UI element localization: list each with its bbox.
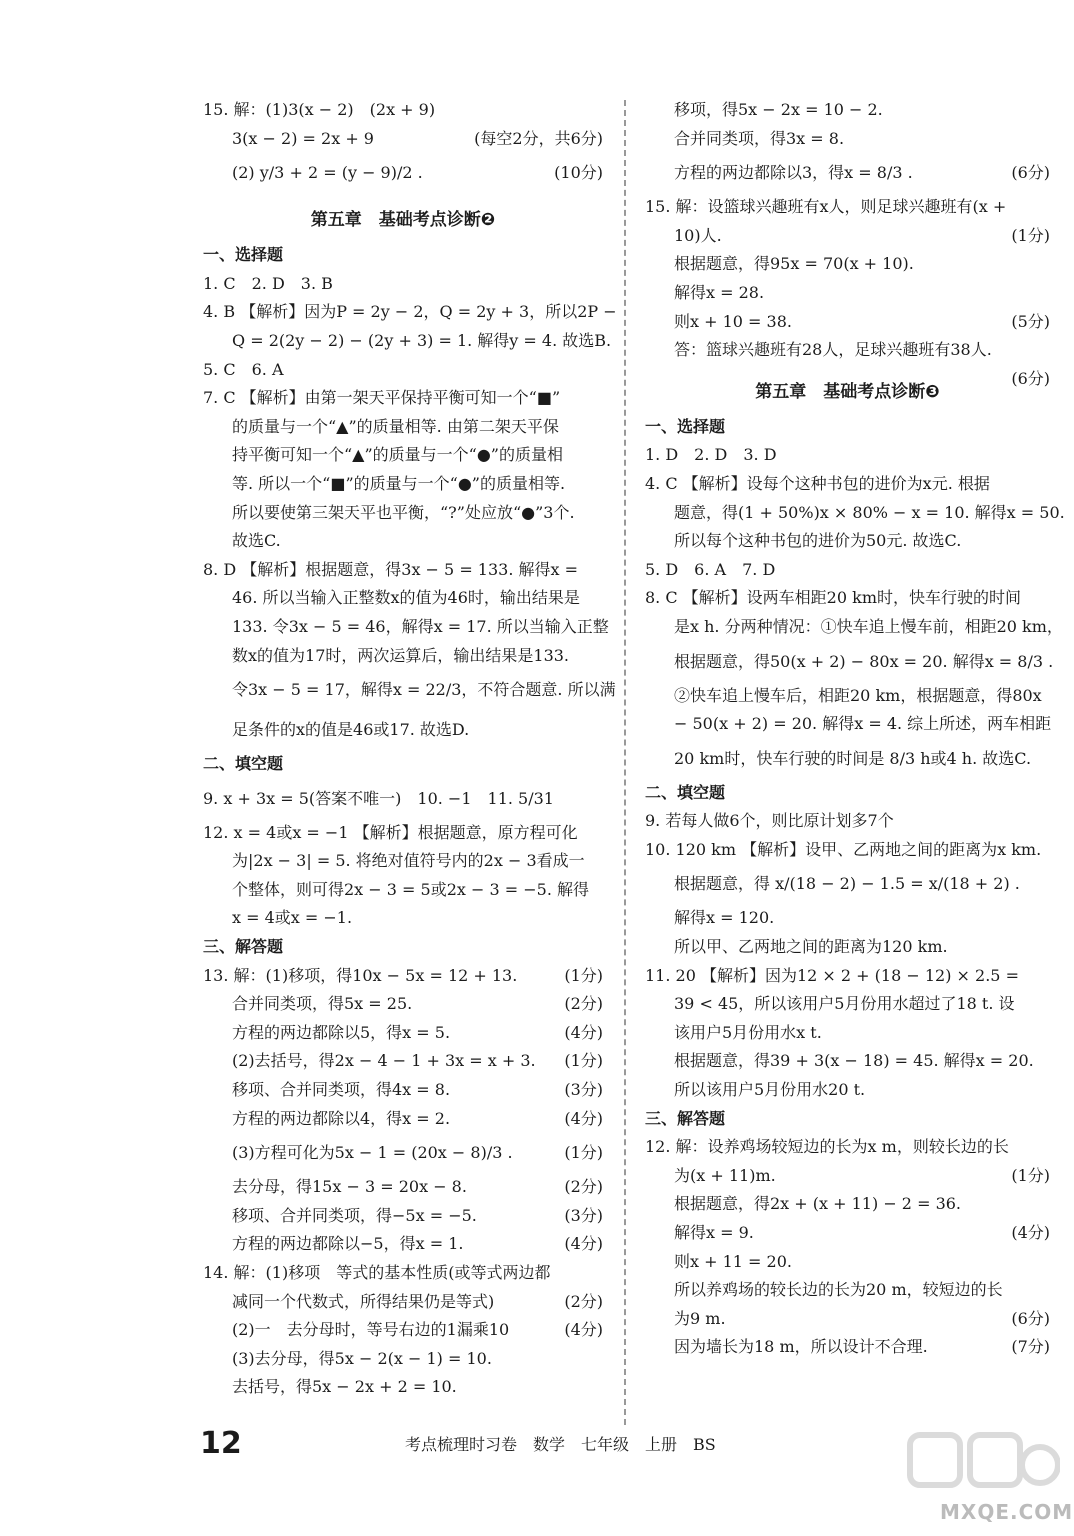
line-text: 5. D 6. A 7. D bbox=[645, 559, 776, 579]
answer-line bbox=[645, 1162, 1050, 1191]
line-text: 根据题意，得2x + (x + 11) − 2 = 36. bbox=[674, 1194, 962, 1214]
score-label: (10分) bbox=[554, 163, 603, 183]
score-label: (6分) bbox=[1011, 1308, 1050, 1328]
answer-line bbox=[645, 1333, 1050, 1362]
answer-line bbox=[645, 1305, 1050, 1334]
answer-line bbox=[645, 336, 1050, 365]
line-text: 第五章 基础考点诊断❷ bbox=[310, 210, 496, 231]
line-text: 10)人. bbox=[674, 225, 722, 245]
answer-line bbox=[203, 1047, 603, 1076]
answer-line bbox=[203, 153, 603, 193]
line-text: 根据题意，得39 + 3(x − 18) = 45. 解得x = 20. bbox=[674, 1051, 1034, 1071]
line-text: 8. D 【解析】根据题意，得3x − 5 = 133. 解得x = bbox=[203, 559, 579, 579]
answer-line bbox=[203, 1259, 603, 1288]
left-column bbox=[203, 96, 617, 1402]
answer-line bbox=[203, 413, 603, 442]
answer-line bbox=[645, 1133, 1050, 1162]
answer-line bbox=[645, 710, 1050, 739]
line-text: 15. 解：(1)3(x − 2) (2x + 9) bbox=[203, 100, 436, 119]
line-text: 20 km时，快车行驶的时间是 8/3 h或4 h. 故选C. bbox=[674, 748, 1032, 768]
line-text: 为|2x − 3| = 5. 将绝对值符号内的2x − 3看成一 bbox=[232, 851, 585, 871]
line-text: 个整体，则可得2x − 3 = 5或2x − 3 = −5. 解得 bbox=[232, 879, 590, 899]
answer-line bbox=[203, 710, 603, 750]
answer-line bbox=[645, 125, 1050, 154]
line-text: 所以要使第三架天平也平衡，“?”处应放“●”3个. bbox=[232, 502, 575, 522]
answer-line bbox=[203, 1373, 603, 1402]
section-heading bbox=[645, 1105, 1050, 1134]
answer-line bbox=[645, 96, 1050, 125]
line-text: 12. x = 4或x = −1 【解析】根据题意，原方程可化 bbox=[203, 822, 578, 842]
line-text: (3)方程可化为5x − 1 = (20x − 8)/3 . bbox=[232, 1143, 513, 1163]
line-text: 方程的两边都除以3，得x = 8/3 . bbox=[674, 163, 913, 183]
answer-line bbox=[645, 1076, 1050, 1105]
answer-line bbox=[645, 556, 1050, 585]
answer-line bbox=[203, 990, 603, 1019]
answer-line bbox=[645, 642, 1054, 682]
watermark-text: MXQE.COM bbox=[940, 1500, 1074, 1524]
line-text: (2) y/3 + 2 = (y − 9)/2 . bbox=[232, 163, 423, 183]
answer-line bbox=[645, 1019, 1050, 1048]
line-text: 根据题意，得95x = 70(x + 10). bbox=[674, 254, 914, 274]
answer-line bbox=[645, 1219, 1050, 1248]
answer-line bbox=[203, 642, 603, 671]
section-heading bbox=[203, 933, 603, 962]
score-label: (6分) bbox=[1011, 163, 1050, 183]
answer-line bbox=[203, 819, 603, 848]
line-text: ②快车追上慢车后，相距20 km，根据题意，得80x bbox=[674, 685, 1042, 705]
line-text: 第五章 基础考点诊断❸ bbox=[755, 381, 940, 402]
score-label: (4分) bbox=[564, 1022, 603, 1042]
answer-line bbox=[203, 384, 603, 413]
score-label: (4分) bbox=[564, 1108, 603, 1128]
line-text: 9. x + 3x = 5(答案不唯一) 10. −1 11. 5/31 bbox=[203, 788, 554, 808]
answer-line bbox=[645, 739, 1050, 779]
line-text: 解得x = 9. bbox=[674, 1223, 754, 1242]
answer-line bbox=[645, 682, 1050, 711]
answer-line bbox=[203, 441, 603, 470]
line-text: 合并同类项，得3x = 8. bbox=[674, 128, 845, 148]
section-heading bbox=[203, 241, 603, 270]
answer-line bbox=[203, 670, 616, 710]
answer-line bbox=[645, 807, 1050, 836]
score-label: (1分) bbox=[564, 1143, 603, 1163]
line-text: 5. C 6. A bbox=[203, 359, 284, 379]
line-text: 去括号，得5x − 2x + 2 = 10. bbox=[232, 1377, 457, 1397]
score-label: (3分) bbox=[564, 1080, 603, 1100]
line-text: 所以养鸡场的较长边的长为20 m，较短边的长 bbox=[674, 1280, 1003, 1300]
answer-line bbox=[645, 222, 1050, 251]
answer-line bbox=[203, 584, 603, 613]
line-text: 4. C 【解析】设每个这种书包的进价为x元. 根据 bbox=[645, 473, 990, 493]
answer-line bbox=[645, 1190, 1050, 1219]
answer-line bbox=[203, 1316, 603, 1345]
answer-line bbox=[645, 836, 1050, 865]
chapter-heading bbox=[645, 371, 1050, 413]
answer-line bbox=[645, 933, 1050, 962]
line-text: x = 4或x = −1. bbox=[232, 908, 353, 928]
answer-line bbox=[645, 1248, 1050, 1277]
answer-line bbox=[203, 470, 603, 499]
answer-line bbox=[645, 1276, 1050, 1305]
line-text: 1. D 2. D 3. D bbox=[645, 445, 777, 465]
line-text: 令3x − 5 = 17，解得x = 22/3，不符合题意. 所以满 bbox=[232, 680, 616, 700]
line-text: 一、选择题 bbox=[645, 416, 726, 436]
line-text: 7. C 【解析】由第一架天平保持平衡可知一个“■” bbox=[203, 388, 561, 408]
line-text: 二、填空题 bbox=[645, 782, 726, 802]
line-text: 则x + 11 = 20. bbox=[674, 1251, 792, 1271]
answer-line bbox=[203, 779, 603, 819]
answer-line bbox=[645, 470, 1050, 499]
line-text: 该用户5月份用水x t. bbox=[674, 1022, 822, 1042]
answer-line bbox=[645, 613, 1063, 642]
line-text: 10. 120 km 【解析】设甲、乙两地之间的距离为x km. bbox=[645, 839, 1042, 859]
line-text: 解得x = 28. bbox=[674, 282, 765, 302]
answer-line bbox=[645, 904, 1050, 933]
line-text: 方程的两边都除以4，得x = 2. bbox=[232, 1108, 451, 1128]
line-text: 所以每个这种书包的进价为50元. 故选C. bbox=[674, 531, 962, 551]
answer-line bbox=[203, 1345, 603, 1374]
chapter-heading bbox=[203, 199, 603, 241]
answer-line bbox=[203, 499, 603, 528]
answer-line bbox=[645, 499, 1065, 528]
answer-line bbox=[203, 847, 603, 876]
line-text: 为(x + 11)m. bbox=[674, 1165, 776, 1185]
line-text: 移项，得5x − 2x = 10 − 2. bbox=[674, 100, 883, 119]
line-text: 三、解答题 bbox=[645, 1108, 726, 1128]
answer-line bbox=[645, 864, 1050, 904]
line-text: (2)去括号，得2x − 4 − 1 + 3x = x + 3. bbox=[232, 1051, 536, 1071]
answer-line bbox=[203, 876, 603, 905]
column-divider bbox=[624, 100, 626, 1425]
line-text: 因为墙长为18 m，所以设计不合理. bbox=[674, 1337, 928, 1357]
line-text: 等. 所以一个“■”的质量与一个“●”的质量相等. bbox=[232, 473, 566, 493]
answer-line bbox=[203, 1133, 603, 1173]
footer-text: 考点梳理时习卷 数学 七年级 上册 BS bbox=[405, 1435, 716, 1454]
line-text: Q = 2(2y − 2) − (2y + 3) = 1. 解得y = 4. 故选B. bbox=[232, 330, 612, 350]
answer-line bbox=[203, 1173, 603, 1202]
line-text: 题意，得(1 + 50%)x × 80% − x = 10. 解得x = 50. bbox=[674, 502, 1065, 522]
answer-line bbox=[645, 153, 1050, 193]
answer-line bbox=[645, 990, 1050, 1019]
answer-line bbox=[645, 308, 1050, 337]
score-label: (1分) bbox=[564, 965, 603, 985]
line-text: 二、填空题 bbox=[203, 754, 284, 774]
answer-line bbox=[203, 1202, 603, 1231]
answer-line bbox=[645, 527, 1050, 556]
score-label: (4分) bbox=[564, 1234, 603, 1254]
score-label: (4分) bbox=[564, 1320, 603, 1340]
score-label: (6分) bbox=[1011, 368, 1050, 388]
line-text: 12. 解：设养鸡场较短边的长为x m，则较长边的长 bbox=[645, 1137, 1009, 1157]
answer-line bbox=[203, 1076, 603, 1105]
score-label: (2分) bbox=[564, 1291, 603, 1311]
score-label: (2分) bbox=[564, 994, 603, 1014]
line-text: 是x h. 分两种情况：①快车追上慢车前，相距20 km， bbox=[674, 616, 1063, 636]
score-label: (1分) bbox=[1011, 1165, 1050, 1185]
line-text: 数x的值为17时，两次运算后，输出结果是133. bbox=[232, 645, 570, 665]
line-text: 所以甲、乙两地之间的距离为120 km. bbox=[674, 937, 948, 957]
section-heading bbox=[645, 413, 1050, 442]
answer-line bbox=[203, 1230, 603, 1259]
answer-line bbox=[203, 962, 603, 991]
right-column bbox=[645, 96, 1065, 1362]
line-text: 11. 20 【解析】因为12 × 2 + (18 − 12) × 2.5 = bbox=[645, 965, 1019, 985]
answer-line bbox=[645, 250, 1050, 279]
line-text: 所以该用户5月份用水20 t. bbox=[674, 1080, 866, 1100]
line-text: 8. C 【解析】设两车相距20 km时，快车行驶的时间 bbox=[645, 588, 1021, 608]
section-heading bbox=[645, 779, 1050, 808]
line-text: 一、选择题 bbox=[203, 245, 284, 265]
page-number: 12 bbox=[200, 1426, 242, 1461]
line-text: 根据题意，得 x/(18 − 2) − 1.5 = x/(18 + 2) . bbox=[674, 874, 1020, 894]
line-text: 去分母，得15x − 3 = 20x − 8. bbox=[232, 1177, 467, 1197]
line-text: 的质量与一个“▲”的质量相等. 由第二架天平保 bbox=[232, 416, 559, 436]
answer-line bbox=[203, 356, 603, 385]
answer-line bbox=[203, 904, 603, 933]
line-text: 解得x = 120. bbox=[674, 908, 775, 928]
line-text: 9. 若每人做6个，则比原计划多7个 bbox=[645, 811, 894, 831]
line-text: (2)一 去分母时，等号右边的1漏乘10 bbox=[232, 1320, 510, 1340]
answer-line bbox=[203, 327, 612, 356]
score-label: (2分) bbox=[564, 1177, 603, 1197]
line-text: 答：篮球兴趣班有28人，足球兴趣班有38人. bbox=[674, 340, 992, 360]
line-text: 持平衡可知一个“▲”的质量与一个“●”的质量相 bbox=[232, 445, 563, 465]
line-text: 39 < 45，所以该用户5月份用水超过了18 t. 设 bbox=[674, 994, 1015, 1014]
answer-line bbox=[645, 962, 1050, 991]
line-text: − 50(x + 2) = 20. 解得x = 4. 综上所述，两车相距 bbox=[674, 714, 1052, 734]
line-text: 合并同类项，得5x = 25. bbox=[232, 994, 413, 1014]
answer-line bbox=[203, 556, 603, 585]
line-text: 则x + 10 = 38. bbox=[674, 311, 792, 331]
line-text: 15. 解：设篮球兴趣班有x人，则足球兴趣班有(x + bbox=[645, 197, 1007, 217]
answer-line bbox=[203, 613, 609, 642]
score-label: (3分) bbox=[564, 1205, 603, 1225]
line-text: (3)去分母，得5x − 2(x − 1) = 10. bbox=[232, 1348, 492, 1368]
answer-line bbox=[203, 1019, 603, 1048]
line-text: 移项、合并同类项，得4x = 8. bbox=[232, 1080, 451, 1100]
line-text: 14. 解：(1)移项 等式的基本性质(或等式两边都 bbox=[203, 1263, 551, 1282]
answer-line bbox=[203, 96, 603, 125]
answer-line bbox=[203, 298, 617, 327]
section-heading bbox=[203, 750, 603, 779]
score-label: (5分) bbox=[1011, 311, 1050, 331]
score-label: (1分) bbox=[564, 1051, 603, 1071]
line-text: 方程的两边都除以−5，得x = 1. bbox=[232, 1234, 464, 1254]
answer-line bbox=[203, 125, 603, 154]
line-text: 足条件的x的值是46或17. 故选D. bbox=[232, 720, 470, 740]
line-text: 133. 令3x − 5 = 46，解得x = 17. 所以当输入正整 bbox=[232, 616, 609, 636]
answer-line bbox=[203, 1105, 603, 1134]
score-label: (1分) bbox=[1011, 225, 1050, 245]
line-text: 方程的两边都除以5，得x = 5. bbox=[232, 1022, 451, 1042]
line-text: 3(x − 2) = 2x + 9 bbox=[232, 128, 374, 148]
line-text: 4. B 【解析】因为P = 2y − 2，Q = 2y + 3，所以2P − bbox=[203, 302, 617, 322]
line-text: 46. 所以当输入正整数x的值为46时，输出结果是 bbox=[232, 588, 580, 608]
line-text: 13. 解：(1)移项，得10x − 5x = 12 + 13. bbox=[203, 965, 518, 985]
line-text: 1. C 2. D 3. B bbox=[203, 273, 333, 293]
line-text: 根据题意，得50(x + 2) − 80x = 20. 解得x = 8/3 . bbox=[674, 651, 1054, 671]
line-text: 故选C. bbox=[232, 531, 281, 551]
answer-line bbox=[645, 441, 1050, 470]
answer-line bbox=[645, 279, 1050, 308]
score-label: (4分) bbox=[1011, 1223, 1050, 1242]
score-label: (7分) bbox=[1011, 1337, 1050, 1357]
line-text: 减同一个代数式，所得结果仍是等式) bbox=[232, 1291, 495, 1311]
answer-line bbox=[203, 1288, 603, 1317]
line-text: 移项、合并同类项，得−5x = −5. bbox=[232, 1205, 477, 1225]
answer-line bbox=[645, 1047, 1050, 1076]
answer-line bbox=[203, 270, 603, 299]
answer-line bbox=[645, 193, 1050, 222]
line-text: 三、解答题 bbox=[203, 937, 284, 957]
line-text: 为9 m. bbox=[674, 1308, 726, 1328]
answer-line bbox=[645, 584, 1050, 613]
score-label: (每空2分，共6分) bbox=[474, 128, 603, 148]
answer-line bbox=[203, 527, 603, 556]
